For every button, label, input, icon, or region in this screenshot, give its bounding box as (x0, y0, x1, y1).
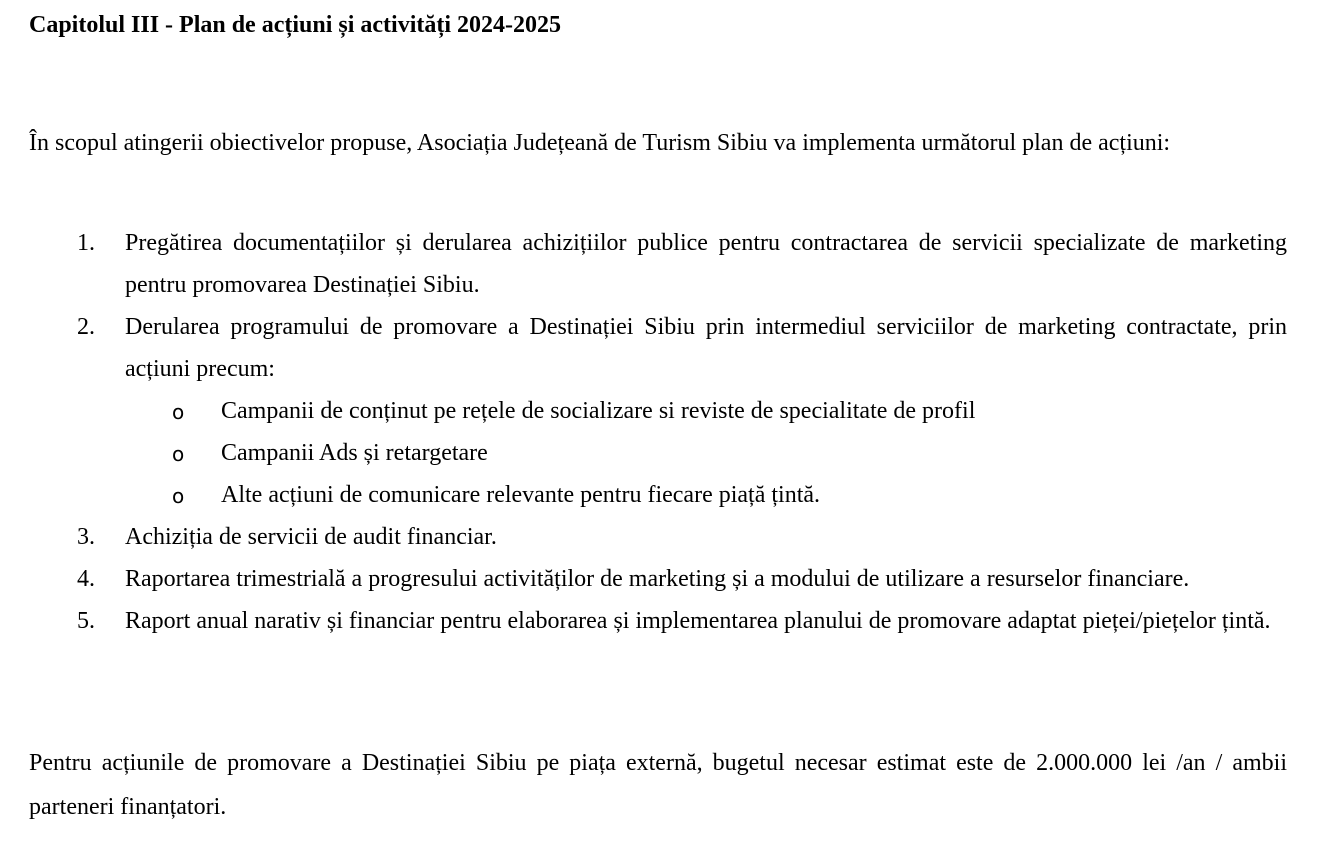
list-item-number: 2. (77, 314, 95, 340)
sub-list-item (29, 390, 1287, 432)
list-item-number: 3. (77, 524, 95, 550)
chapter-heading: Capitolul III - Plan de acțiuni și activități 2024-2025 (29, 12, 562, 38)
circle-bullet-icon: o (172, 484, 185, 508)
sub-list-item (29, 432, 1287, 474)
list-item-text: Pregătirea documentațiilor și derularea achizițiilor publice pentru contractarea de servicii specializate de marketing pentru promovarea Destinației Sibiu. (125, 230, 1287, 298)
list-item (29, 558, 1287, 600)
list-item (29, 222, 1287, 306)
list-item-text: Derularea programului de promovare a Destinației Sibiu prin intermediul serviciilor de marketing contractate, prin acțiuni precum: (125, 314, 1287, 382)
sub-list-item (29, 474, 1287, 516)
sub-list (125, 390, 1287, 516)
list-item-number: 5. (77, 608, 95, 634)
sub-list-item-text: Campanii de conținut pe rețele de socializare si reviste de specialitate de profil (221, 398, 976, 424)
list-item-number: 4. (77, 566, 95, 592)
intro-paragraph: În scopul atingerii obiectivelor propuse, Asociația Județeană de Turism Sibiu va implementa următorul plan de acțiuni: (29, 130, 1171, 156)
list-item (29, 516, 1287, 558)
list-item (29, 600, 1287, 642)
sub-list-item-text: Campanii Ads și retargetare (221, 440, 488, 466)
list-item (29, 306, 1287, 516)
budget-paragraph: Pentru acțiunile de promovare a Destinației Sibiu pe piața externă, bugetul necesar estimat este de 2.000.000 lei /an / ambii parteneri finanțatori. (29, 750, 1287, 820)
list-item-number: 1. (77, 230, 95, 256)
action-plan-list (29, 222, 1287, 642)
circle-bullet-icon: o (172, 442, 185, 466)
sub-list-item-text: Alte acțiuni de comunicare relevante pentru fiecare piață țintă. (221, 482, 821, 508)
list-item-text: Raport anual narativ și financiar pentru elaborarea și implementarea planului de promovare adaptat pieței/piețelor țintă. (125, 608, 1271, 634)
list-item-text: Raportarea trimestrială a progresului activităților de marketing și a modului de utilizare a resurselor financiare. (125, 566, 1190, 592)
circle-bullet-icon: o (172, 400, 185, 424)
list-item-text: Achiziția de servicii de audit financiar. (125, 524, 497, 550)
